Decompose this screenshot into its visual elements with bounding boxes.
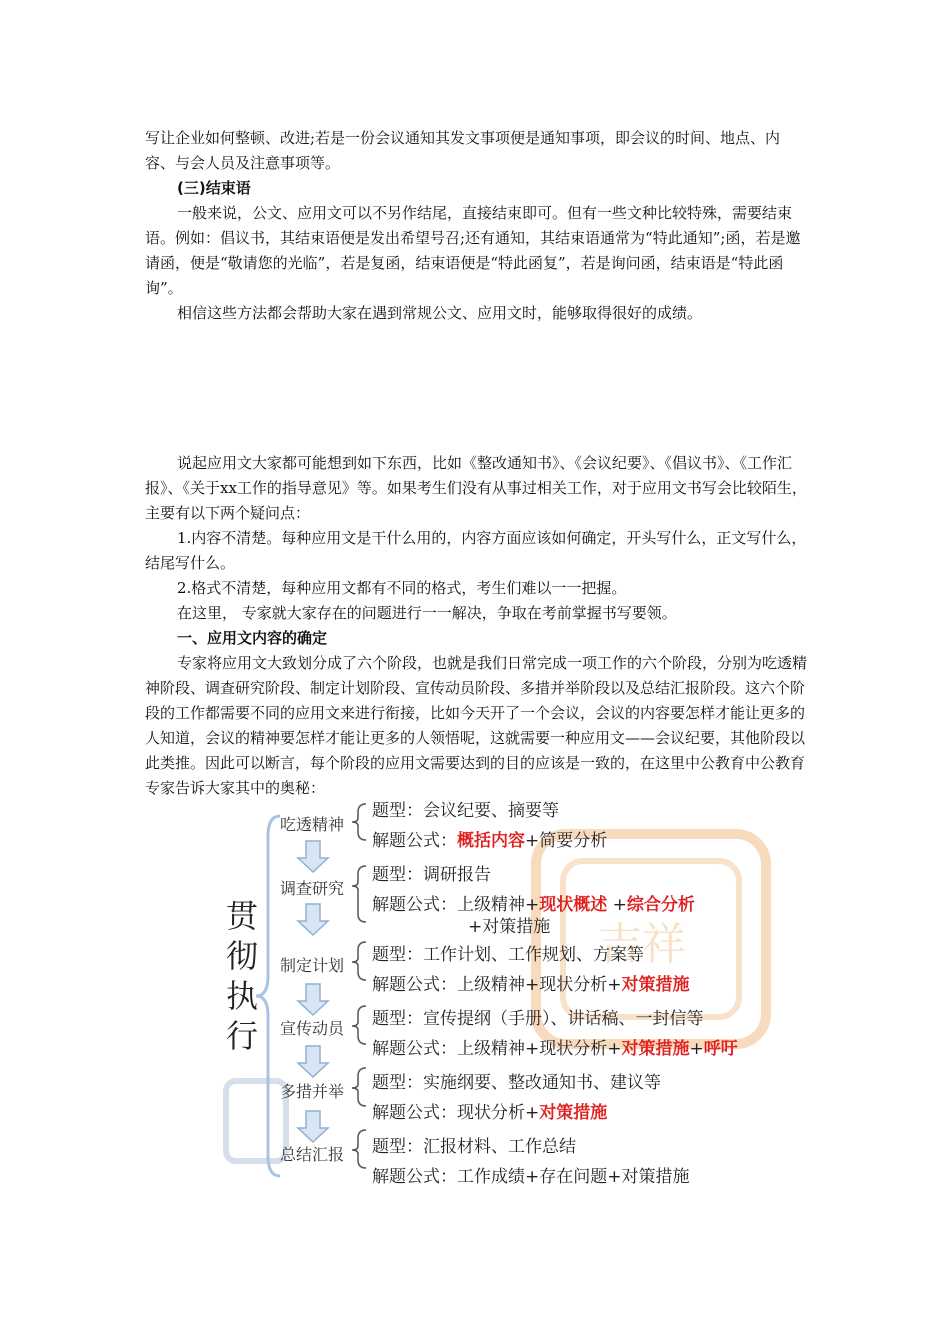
paragraph-closing-intro: 一般来说，公文、应用文可以不另作结尾，直接结束即可。但有一些文种比较特殊，需要结束语。例如：倡议书，其结束语便是发出希望号召;还有通知，其结束语通常为“特此通知”;函，若是邀请函，便是“敬请您的光临”，若是复函，结束语便是“特此函复”，若是询问函，结束语是“特此函询”。 [145, 204, 801, 297]
stage-4-types: 题型：宣传提纲（手册）、讲话稿、一封信等 [372, 1009, 704, 1029]
stage-2-formula: 解题公式：上级精神+现状概述 +综合分析 [372, 895, 695, 915]
paragraph-continuation: 写让企业如何整顿、改进;若是一份会议通知其发文事项便是通知事项，即会议的时间、地点、内容、与会人员及注意事项等。 [145, 129, 781, 172]
arrow-2 [298, 904, 328, 935]
paragraph-point-2: 2.格式不清楚，每种应用文都有不同的格式，考生们难以一一把握。 [177, 579, 627, 597]
stage-3-name: 制定计划 [280, 956, 345, 975]
stage-2-name: 调查研究 [280, 879, 345, 898]
stage-5-formula: 解题公式：现状分析+对策措施 [372, 1103, 608, 1123]
paragraph-stages: 专家将应用文大致划分成了六个阶段，也就是我们日常完成一项工作的六个阶段，分别为吃透精神阶段、调查研究阶段、制定计划阶段、宣传动员阶段、多措并举阶段以及总结汇报阶段。这六个阶段的工作都需要不同的应用文来进行衔接，比如今天开了一个会议，会议的内容要怎样才能让更多的人知道，会议的精神要怎样才能让更多的人领悟呢，这就需要一种应用文——会议纪要，其他阶段以此类推。因此可以断言，每个阶段的应用文需要达到的目的应该是一致的，在这里中公教育中公教育专家告诉大家其中的奥秘： [145, 654, 808, 797]
stage-5-name: 多措并举 [280, 1082, 345, 1101]
stage-6-types: 题型：汇报材料、工作总结 [372, 1137, 576, 1157]
stage-3-formula: 解题公式：上级精神+现状分析+对策措施 [372, 975, 690, 995]
arrow-1 [298, 841, 328, 872]
stage-1-name: 吃透精神 [280, 815, 345, 834]
stage-3-types: 题型：工作计划、工作规划、方案等 [372, 945, 644, 965]
stage-2-formula-line2: +对策措施 [468, 917, 551, 937]
arrow-3 [298, 984, 328, 1015]
stage-1-types: 题型：会议纪要、摘要等 [372, 801, 559, 821]
stage-diagram [218, 796, 778, 1200]
stage-4-name: 宣传动员 [280, 1019, 345, 1038]
paragraph-intro: 说起应用文大家都可能想到如下东西，比如《整改通知书》、《会议纪要》、《倡议书》、《工作汇报》、《关于xx工作的指导意见》等。如果考生们没有从事过相关工作，对于应用文书写会比较陌生，主要有以下两个疑问点： [145, 454, 807, 522]
arrow-5 [298, 1111, 328, 1142]
diagram-title: 贯彻执行 [225, 897, 258, 1055]
stage-5-types: 题型：实施纲要、整改通知书、建议等 [372, 1073, 661, 1093]
stage-4-formula: 解题公式：上级精神+现状分析+对策措施+呼吁 [372, 1039, 738, 1059]
heading-section-1: 一、应用文内容的确定 [177, 629, 328, 647]
stage-braces [352, 804, 366, 1168]
watermark-text: 吉祥 [598, 919, 686, 970]
stage-2-types: 题型：调研报告 [372, 865, 491, 885]
arrow-4 [298, 1046, 328, 1077]
paragraph-closing-note: 相信这些方法都会帮助大家在遇到常规公文、应用文时，能够取得很好的成绩。 [177, 304, 703, 322]
stage-6-name: 总结汇报 [280, 1145, 345, 1164]
watermark-stamp-small [226, 1081, 286, 1161]
stage-6-formula: 解题公式：工作成绩+存在问题+对策措施 [372, 1167, 690, 1187]
heading-closing: (三)结束语 [177, 179, 251, 197]
paragraph-solution: 在这里， 专家就大家存在的问题进行一一解决，争取在考前掌握书写要领。 [177, 604, 677, 622]
stage-1-formula: 解题公式：概括内容+简要分析 [372, 831, 608, 851]
paragraph-point-1: 1.内容不清楚。每种应用文是干什么用的，内容方面应该如何确定，开头写什么，正文写什么，结尾写什么。 [145, 529, 807, 572]
